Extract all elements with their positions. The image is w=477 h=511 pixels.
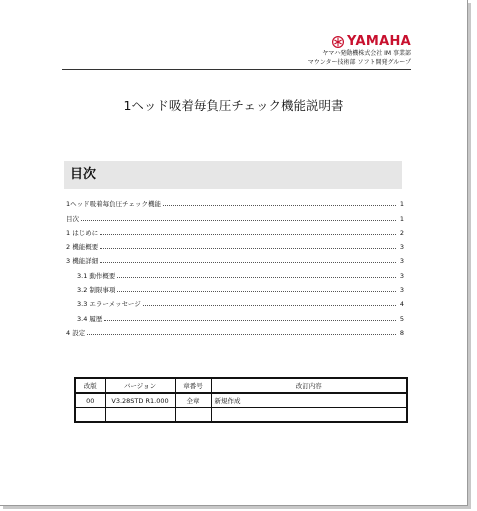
- company-line-1: ヤマハ発動機株式会社 IM 事業部: [322, 50, 411, 57]
- revision-table: [74, 377, 408, 423]
- toc-entry[interactable]: [66, 194, 404, 208]
- table-cell: [175, 408, 211, 423]
- revision-header-row: [75, 378, 407, 393]
- toc-entry-page: 3: [399, 257, 404, 266]
- toc-leader: [104, 320, 396, 321]
- toc-leader: [87, 334, 396, 335]
- logo-wordmark: YAMAHA: [347, 34, 411, 49]
- toc-entry-page: 2: [399, 228, 404, 237]
- toc-entry-page: 1: [399, 214, 404, 223]
- toc-entry[interactable]: [66, 223, 404, 237]
- toc-entry-text: 3.4 履歴: [77, 314, 103, 323]
- table-cell: 00: [75, 393, 105, 408]
- toc-leader: [100, 234, 396, 235]
- yamaha-logo: [332, 34, 411, 49]
- toc-entry[interactable]: [66, 251, 404, 265]
- toc-entry-text: 1 はじめに: [66, 228, 99, 237]
- toc-entry-text: 目次: [66, 214, 79, 223]
- toc-entry-page: 1: [399, 200, 404, 209]
- document-title: 1ヘッド吸着毎負圧チェック機能説明書: [123, 98, 344, 113]
- toc-heading: 目次: [64, 161, 402, 189]
- toc-entry-text: 2 機能概要: [66, 243, 99, 252]
- toc-leader: [163, 205, 396, 206]
- table-cell: [75, 408, 105, 423]
- toc-leader: [100, 248, 396, 249]
- toc-entry-text: 1ヘッド吸着毎負圧チェック機能: [66, 200, 161, 209]
- toc-entry-text: 4 設定: [66, 328, 86, 337]
- toc-entry-page: 3: [399, 286, 404, 295]
- toc-entry[interactable]: [66, 237, 404, 251]
- toc-entry-page: 4: [399, 300, 404, 309]
- toc-entry[interactable]: [66, 265, 404, 279]
- toc-entry[interactable]: [66, 280, 404, 294]
- table-cell: [211, 408, 407, 423]
- toc-entry-text: 3.3 エラーメッセージ: [77, 300, 141, 309]
- toc-entry[interactable]: [66, 308, 404, 322]
- toc-entry[interactable]: [66, 294, 404, 308]
- toc-entry-page: 5: [399, 314, 404, 323]
- toc-entry-text: 3.1 動作概要: [77, 271, 116, 280]
- toc-entry[interactable]: [66, 208, 404, 222]
- toc-leader: [100, 262, 396, 263]
- table-row: [75, 393, 407, 408]
- revision-header-cell: 改版: [75, 378, 105, 393]
- revision-header-cell: 章番号: [175, 378, 211, 393]
- toc-entry[interactable]: [66, 323, 404, 337]
- toc-leader: [143, 305, 396, 306]
- table-cell: V3.28STD R1.000: [105, 393, 175, 408]
- toc-entry-page: 3: [399, 271, 404, 280]
- table-cell: 全章: [175, 393, 211, 408]
- yamaha-emblem-icon: [332, 36, 344, 48]
- toc-entry-text: 3 機能詳細: [66, 257, 99, 266]
- company-block: [308, 49, 411, 67]
- table-of-contents: [66, 194, 404, 337]
- toc-entry-text: 3.2 制限事項: [77, 286, 116, 295]
- table-cell: [105, 408, 175, 423]
- toc-leader: [117, 277, 396, 278]
- revision-header-cell: 改訂内容: [211, 378, 407, 393]
- toc-leader: [81, 220, 396, 221]
- toc-leader: [117, 291, 396, 292]
- toc-entry-page: 3: [399, 243, 404, 252]
- table-cell: 新規作成: [211, 393, 407, 408]
- revision-header-cell: バージョン: [105, 378, 175, 393]
- company-line-2: マウンター技術部 ソフト開発グループ: [307, 59, 411, 66]
- header-divider: [62, 69, 411, 70]
- toc-entry-page: 8: [399, 328, 404, 337]
- table-row: [75, 408, 407, 423]
